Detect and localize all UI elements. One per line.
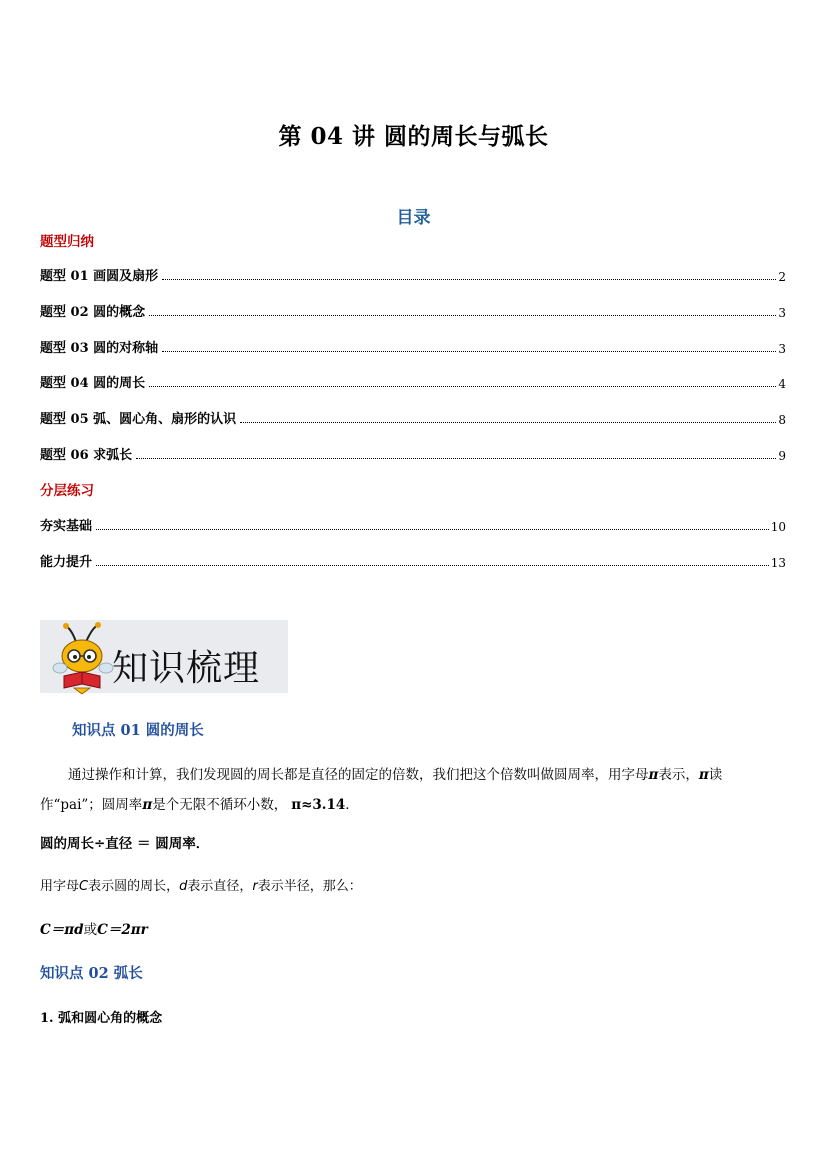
pi-symbol: π	[142, 797, 153, 813]
page-title: 第 04 讲 圆的周长与弧长	[278, 123, 549, 150]
toc-entry-page: 4	[778, 377, 786, 391]
knowledge-point-01-paragraph	[40, 760, 787, 790]
paragraph-text: 是个无限不循环小数，	[152, 797, 288, 813]
toc-entry-page: 3	[778, 306, 786, 320]
formula-diameter: C＝πd	[40, 922, 84, 938]
toc-entry-label: 题型 04 圆的周长	[40, 376, 146, 391]
toc-entry-label: 题型 06 求弧长	[40, 448, 133, 463]
formula-radius: C＝2πr	[97, 922, 148, 938]
toc-entry[interactable]	[40, 371, 786, 391]
variables-definition	[40, 872, 787, 902]
paragraph-text: 表示直径，	[187, 879, 253, 894]
variable-r: r	[252, 879, 258, 894]
variable-d: d	[179, 879, 188, 894]
toc-entry-label: 题型 02 圆的概念	[40, 305, 146, 320]
toc-entry[interactable]	[40, 407, 786, 427]
toc-group-layered-practice: 分层练习	[40, 483, 94, 499]
pi-approximation: π≈3.14	[291, 797, 346, 813]
toc-leader-dots	[96, 565, 769, 566]
formula-or: 或	[83, 922, 98, 938]
toc-entry-label: 题型 03 圆的对称轴	[40, 341, 159, 356]
knowledge-point-01-title: 知识点 01 圆的周长	[72, 722, 204, 739]
variable-c: C	[79, 879, 89, 894]
toc-leader-dots	[162, 351, 776, 352]
toc-entry[interactable]	[40, 550, 786, 570]
paragraph-text: ．	[345, 797, 359, 813]
toc-entry-page: 9	[778, 449, 786, 463]
pi-symbol: π	[698, 767, 709, 783]
toc-leader-dots	[149, 315, 776, 316]
paragraph-text: 用字母	[40, 879, 80, 894]
paragraph-text: 作“pai”；圆周率	[40, 797, 143, 813]
paragraph-text: 表示，	[658, 767, 699, 783]
toc-entry-label: 题型 05 弧、圆心角、扇形的认识	[40, 412, 237, 427]
paragraph-text: 表示圆的周长，	[88, 879, 180, 894]
toc-entry[interactable]	[40, 336, 786, 356]
toc-entry[interactable]	[40, 264, 786, 284]
toc-group-question-types: 题型归纳	[40, 234, 94, 250]
bee-mascot-icon	[52, 620, 114, 696]
toc-leader-dots	[240, 422, 776, 423]
banner-title: 知识梳理	[112, 648, 261, 689]
toc-leader-dots	[96, 529, 769, 530]
toc-entry-page: 2	[778, 270, 786, 284]
knowledge-point-02-title: 知识点 02 弧长	[40, 965, 143, 982]
toc-entry-page: 10	[770, 520, 786, 534]
toc-entry-label: 题型 01 画圆及扇形	[40, 269, 159, 284]
toc-entry[interactable]	[40, 514, 786, 534]
toc-leader-dots	[162, 279, 776, 280]
toc-entry-page: 8	[778, 413, 786, 427]
toc-entry-label: 夯实基础	[40, 519, 93, 534]
paragraph-text: 读	[708, 767, 723, 783]
toc-entry[interactable]	[40, 443, 786, 463]
arc-subheading: 1. 弧和圆心角的概念	[40, 1011, 163, 1026]
circumference-rule: 圆的周长÷直径 ＝ 圆周率．	[40, 836, 210, 852]
toc-leader-dots	[136, 458, 776, 459]
toc-entry-label: 能力提升	[40, 555, 93, 570]
toc-heading: 目录	[396, 208, 431, 228]
pi-symbol: π	[648, 767, 659, 783]
toc-entry[interactable]	[40, 300, 786, 320]
circumference-formulas	[40, 915, 787, 945]
paragraph-text: 通过操作和计算，我们发现圆的周长都是直径的固定的倍数，我们把这个倍数叫做圆周率，用字母	[68, 767, 649, 783]
knowledge-point-01-paragraph-line2	[40, 790, 787, 820]
paragraph-text: 表示半径，那么：	[257, 879, 362, 894]
toc-entry-page: 3	[778, 342, 786, 356]
toc-leader-dots	[149, 386, 776, 387]
toc-entry-page: 13	[770, 556, 786, 570]
